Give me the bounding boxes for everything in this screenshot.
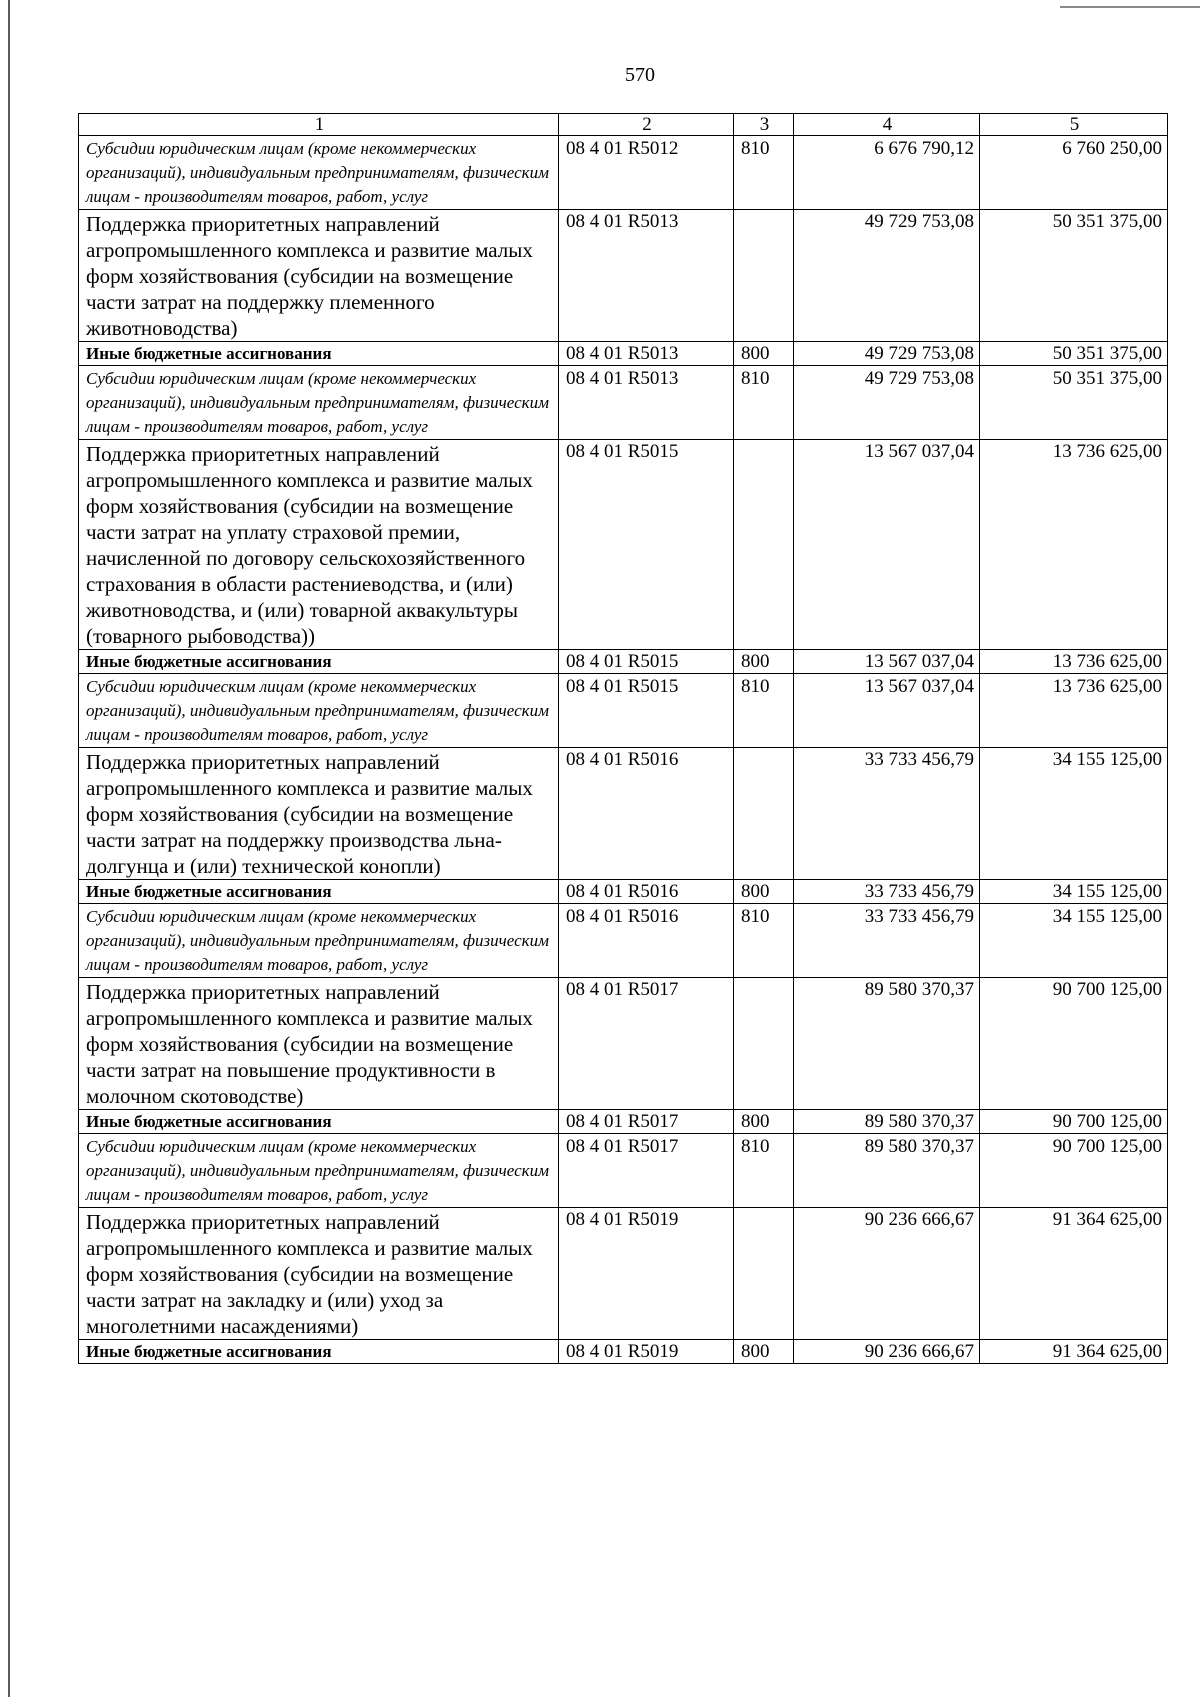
page-number: 570 xyxy=(625,64,655,86)
header-col-5: 5 xyxy=(980,114,1168,136)
table-row xyxy=(79,1110,1168,1134)
row-amount-year-1: 49 729 753,08 xyxy=(794,210,980,342)
row-expense-type: 800 xyxy=(734,650,794,674)
row-code: 08 4 01 R5019 xyxy=(559,1208,734,1340)
table-row xyxy=(79,880,1168,904)
row-amount-year-2: 50 351 375,00 xyxy=(980,366,1168,440)
row-name: Поддержка приоритетных направлений агропромышленного комплекса и развитие малых форм хозяйствования (субсидии на возмещение части затрат на повышение продуктивности в молочном скотоводстве) xyxy=(79,978,559,1110)
row-amount-year-2: 13 736 625,00 xyxy=(980,674,1168,748)
budget-table-body xyxy=(79,114,1168,1364)
row-amount-year-2: 50 351 375,00 xyxy=(980,210,1168,342)
row-expense-type: 810 xyxy=(734,136,794,210)
row-expense-type: 810 xyxy=(734,366,794,440)
row-expense-type: 800 xyxy=(734,880,794,904)
scan-edge-left xyxy=(8,0,10,1697)
table-row xyxy=(79,440,1168,650)
row-amount-year-1: 33 733 456,79 xyxy=(794,880,980,904)
row-amount-year-2: 13 736 625,00 xyxy=(980,650,1168,674)
row-name: Поддержка приоритетных направлений агропромышленного комплекса и развитие малых форм хозяйствования (субсидии на возмещение части затрат на поддержку производства льна-долгунца и (или) технической конопли) xyxy=(79,748,559,880)
row-amount-year-1: 49 729 753,08 xyxy=(794,366,980,440)
row-expense-type: 810 xyxy=(734,904,794,978)
table-row xyxy=(79,650,1168,674)
row-code: 08 4 01 R5015 xyxy=(559,650,734,674)
row-code: 08 4 01 R5017 xyxy=(559,978,734,1110)
row-amount-year-2: 50 351 375,00 xyxy=(980,342,1168,366)
row-name: Иные бюджетные ассигнования xyxy=(79,1110,559,1134)
header-col-2: 2 xyxy=(559,114,734,136)
row-amount-year-2: 90 700 125,00 xyxy=(980,1110,1168,1134)
row-name: Иные бюджетные ассигнования xyxy=(79,1340,559,1364)
row-amount-year-2: 34 155 125,00 xyxy=(980,748,1168,880)
row-name: Субсидии юридическим лицам (кроме некоммерческих организаций), индивидуальным предпринимателям, физическим лицам - производителям товаров, работ, услуг xyxy=(79,366,559,440)
row-code: 08 4 01 R5015 xyxy=(559,674,734,748)
header-col-4: 4 xyxy=(794,114,980,136)
table-row xyxy=(79,1134,1168,1208)
row-name: Поддержка приоритетных направлений агропромышленного комплекса и развитие малых форм хозяйствования (субсидии на возмещение части затрат на уплату страховой премии, начисленной по договору сельскохозяйственного страхования в области растениеводства, и (или) животноводства, и (или) товарной аквакультуры (товарного рыбоводства)) xyxy=(79,440,559,650)
row-name: Субсидии юридическим лицам (кроме некоммерческих организаций), индивидуальным предпринимателям, физическим лицам - производителям товаров, работ, услуг xyxy=(79,136,559,210)
row-name: Иные бюджетные ассигнования xyxy=(79,650,559,674)
row-amount-year-2: 13 736 625,00 xyxy=(980,440,1168,650)
row-code: 08 4 01 R5016 xyxy=(559,904,734,978)
row-amount-year-1: 13 567 037,04 xyxy=(794,440,980,650)
row-code: 08 4 01 R5016 xyxy=(559,748,734,880)
row-name: Иные бюджетные ассигнования xyxy=(79,880,559,904)
row-amount-year-1: 90 236 666,67 xyxy=(794,1208,980,1340)
row-amount-year-1: 6 676 790,12 xyxy=(794,136,980,210)
table-row xyxy=(79,674,1168,748)
row-amount-year-2: 91 364 625,00 xyxy=(980,1208,1168,1340)
table-row xyxy=(79,978,1168,1110)
row-code: 08 4 01 R5017 xyxy=(559,1110,734,1134)
row-code: 08 4 01 R5019 xyxy=(559,1340,734,1364)
scan-edge-top xyxy=(1060,6,1200,8)
row-expense-type: 800 xyxy=(734,1340,794,1364)
row-code: 08 4 01 R5013 xyxy=(559,342,734,366)
row-amount-year-1: 33 733 456,79 xyxy=(794,748,980,880)
table-row xyxy=(79,1340,1168,1364)
budget-table xyxy=(78,113,1168,1364)
row-expense-type: 800 xyxy=(734,342,794,366)
row-amount-year-2: 90 700 125,00 xyxy=(980,1134,1168,1208)
row-code: 08 4 01 R5013 xyxy=(559,210,734,342)
row-amount-year-1: 13 567 037,04 xyxy=(794,674,980,748)
row-amount-year-1: 89 580 370,37 xyxy=(794,1110,980,1134)
row-amount-year-2: 34 155 125,00 xyxy=(980,904,1168,978)
row-amount-year-1: 90 236 666,67 xyxy=(794,1340,980,1364)
row-name: Поддержка приоритетных направлений агропромышленного комплекса и развитие малых форм хозяйствования (субсидии на возмещение части затрат на закладку и (или) уход за многолетними насаждениями) xyxy=(79,1208,559,1340)
header-col-1: 1 xyxy=(79,114,559,136)
row-expense-type: 800 xyxy=(734,1110,794,1134)
row-amount-year-1: 33 733 456,79 xyxy=(794,904,980,978)
header-row xyxy=(79,114,1168,136)
table-row xyxy=(79,748,1168,880)
table-row xyxy=(79,136,1168,210)
row-amount-year-1: 13 567 037,04 xyxy=(794,650,980,674)
row-name: Субсидии юридическим лицам (кроме некоммерческих организаций), индивидуальным предпринимателям, физическим лицам - производителям товаров, работ, услуг xyxy=(79,1134,559,1208)
row-name: Иные бюджетные ассигнования xyxy=(79,342,559,366)
row-amount-year-1: 49 729 753,08 xyxy=(794,342,980,366)
row-expense-type xyxy=(734,440,794,650)
row-amount-year-1: 89 580 370,37 xyxy=(794,1134,980,1208)
row-expense-type: 810 xyxy=(734,674,794,748)
row-amount-year-2: 90 700 125,00 xyxy=(980,978,1168,1110)
row-code: 08 4 01 R5017 xyxy=(559,1134,734,1208)
row-name: Субсидии юридическим лицам (кроме некоммерческих организаций), индивидуальным предпринимателям, физическим лицам - производителям товаров, работ, услуг xyxy=(79,674,559,748)
row-expense-type xyxy=(734,978,794,1110)
row-code: 08 4 01 R5012 xyxy=(559,136,734,210)
row-expense-type xyxy=(734,210,794,342)
row-code: 08 4 01 R5016 xyxy=(559,880,734,904)
row-expense-type: 810 xyxy=(734,1134,794,1208)
table-row xyxy=(79,1208,1168,1340)
row-amount-year-2: 6 760 250,00 xyxy=(980,136,1168,210)
row-name: Субсидии юридическим лицам (кроме некоммерческих организаций), индивидуальным предпринимателям, физическим лицам - производителям товаров, работ, услуг xyxy=(79,904,559,978)
row-expense-type xyxy=(734,1208,794,1340)
row-name: Поддержка приоритетных направлений агропромышленного комплекса и развитие малых форм хозяйствования (субсидии на возмещение части затрат на поддержку племенного животноводства) xyxy=(79,210,559,342)
table-row xyxy=(79,904,1168,978)
table-row xyxy=(79,342,1168,366)
row-code: 08 4 01 R5013 xyxy=(559,366,734,440)
table-row xyxy=(79,366,1168,440)
row-amount-year-2: 34 155 125,00 xyxy=(980,880,1168,904)
row-amount-year-1: 89 580 370,37 xyxy=(794,978,980,1110)
row-expense-type xyxy=(734,748,794,880)
table-row xyxy=(79,210,1168,342)
row-code: 08 4 01 R5015 xyxy=(559,440,734,650)
row-amount-year-2: 91 364 625,00 xyxy=(980,1340,1168,1364)
header-col-3: 3 xyxy=(734,114,794,136)
